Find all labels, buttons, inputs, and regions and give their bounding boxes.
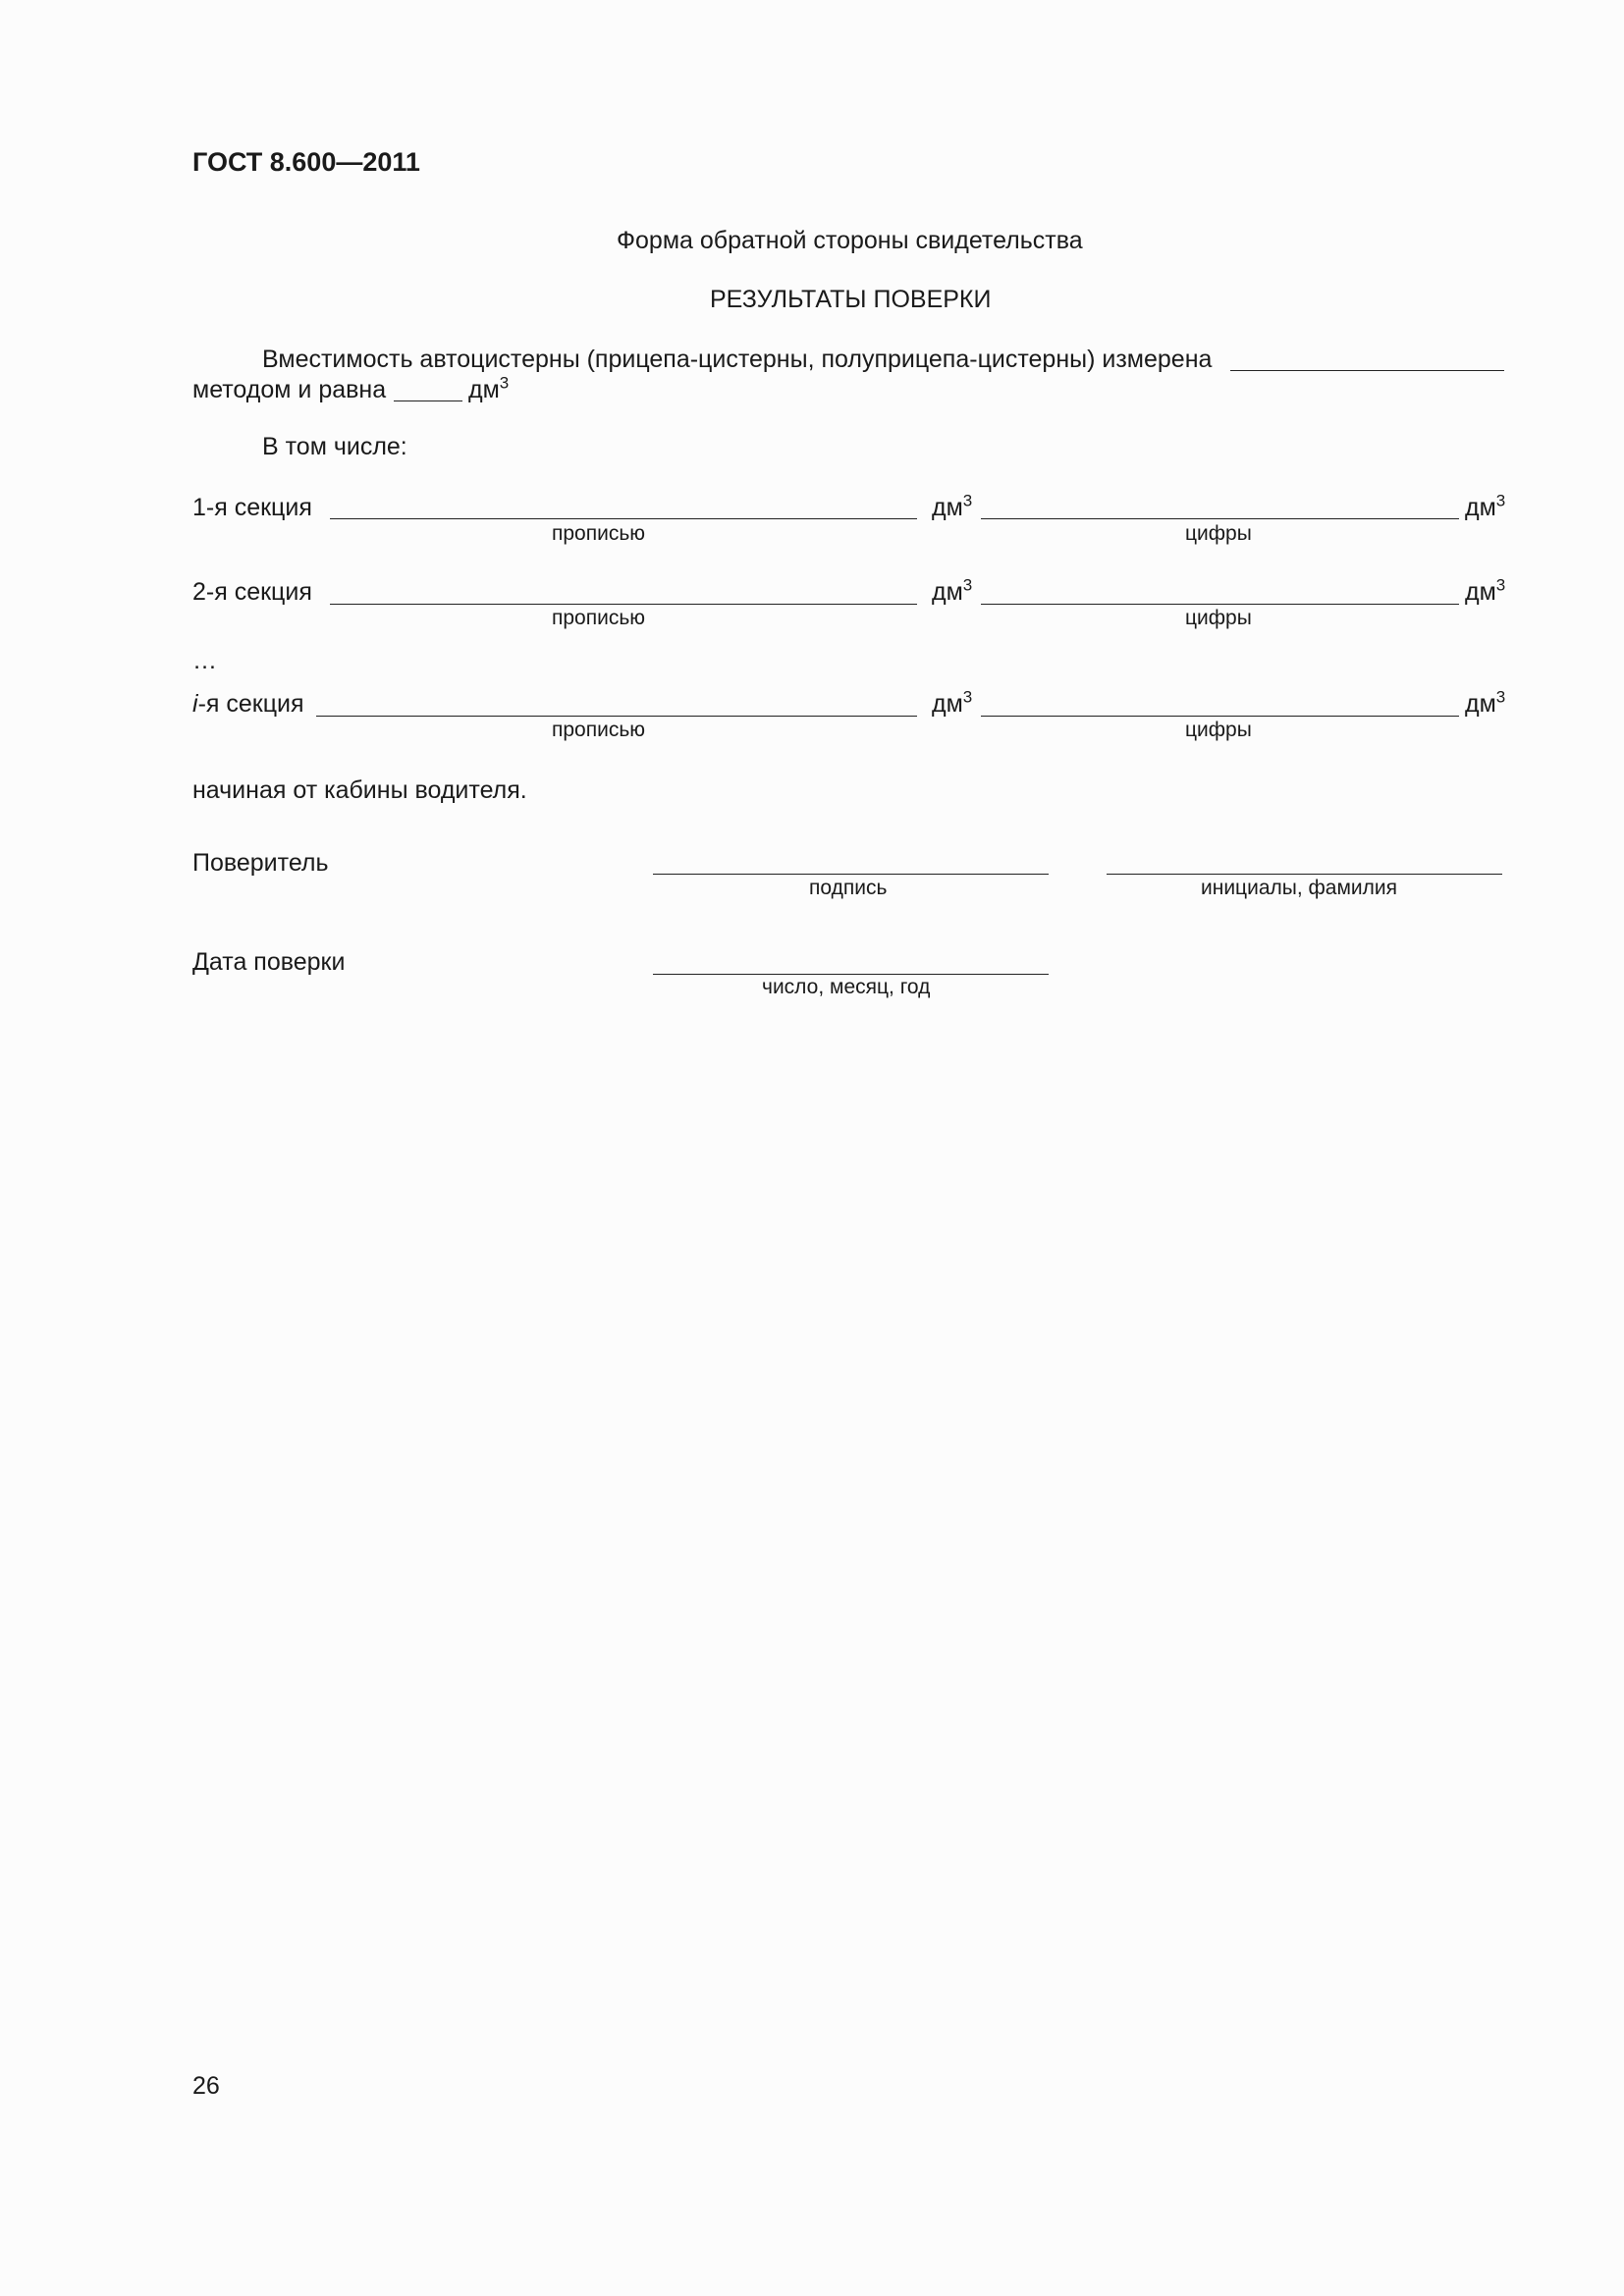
verifier-label: Поверитель [192,849,329,877]
section-2-unit-words: $дм^3$ [932,575,973,606]
volume-blank-line[interactable] [394,400,462,401]
signature-line[interactable] [653,874,1049,875]
form-caption: Форма обратной стороны свидетельства [617,227,1083,254]
section-2-digits-caption: цифры [1185,607,1252,629]
signature-caption: подпись [809,877,888,899]
intro-unit: $дм^3$ [468,373,510,403]
name-line[interactable] [1107,874,1502,875]
section-1-label: 1-я секция [192,494,312,521]
section-2-digits-line[interactable] [981,604,1459,605]
date-label: Дата поверки [192,948,346,976]
section-1-words-line[interactable] [330,518,917,519]
method-blank-line[interactable] [1230,370,1504,371]
section-i-words-line[interactable] [316,716,917,717]
date-caption: число, месяц, год [762,976,931,998]
section-1-words-caption: прописью [552,522,646,545]
section-i-label: i-я секция [192,690,304,718]
name-caption: инициалы, фамилия [1201,877,1397,899]
section-1-digits-line[interactable] [981,518,1459,519]
section-1-unit-digits: $дм^3$ [1465,491,1506,521]
standard-header: ГОСТ 8.600—2011 [192,147,420,177]
section-i-digits-line[interactable] [981,716,1459,717]
section-2-words-caption: прописью [552,607,646,629]
page-number: 26 [192,2072,220,2100]
intro-line-1: Вместимость автоцистерны (прицепа-цистерны, полуприцепа-цистерны) измерена [262,346,1213,373]
date-line[interactable] [653,974,1049,975]
section-1-digits-caption: цифры [1185,522,1252,545]
section-i-unit-words: $дм^3$ [932,687,973,718]
section-i-words-caption: прописью [552,719,646,741]
section-i-digits-caption: цифры [1185,719,1252,741]
form-title: РЕЗУЛЬТАТЫ ПОВЕРКИ [710,286,992,313]
section-2-words-line[interactable] [330,604,917,605]
section-2-unit-digits: $дм^3$ [1465,575,1506,606]
section-1-unit-words: $дм^3$ [932,491,973,521]
including-label: В том числе: [262,433,407,460]
section-2-label: 2-я секция [192,578,312,606]
from-cabin-text: начиная от кабины водителя. [192,776,527,804]
section-i-unit-digits: $дм^3$ [1465,687,1506,718]
ellipsis: … [192,647,217,674]
intro-line-2: методом и равна [192,376,387,403]
